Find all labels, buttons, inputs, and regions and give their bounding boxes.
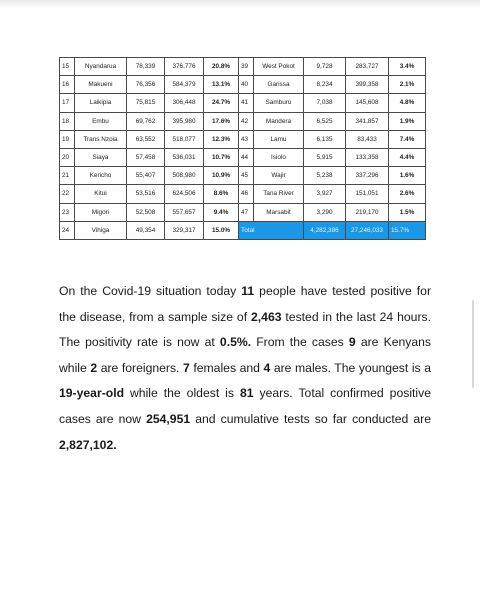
row-number: 18: [60, 112, 75, 130]
vaccinated-count: 52,508: [127, 203, 165, 221]
table-row: [60, 112, 426, 130]
vaccination-table-container: [59, 57, 426, 240]
target-population: 584,379: [165, 76, 204, 94]
row-number: 15: [60, 58, 75, 76]
kenyans-count: 9: [348, 335, 356, 350]
row-number: 43: [239, 130, 254, 148]
vaccinated-count: 57,458: [127, 148, 165, 166]
table-row: [60, 148, 426, 166]
females-count: 7: [183, 360, 190, 375]
table-row: [60, 185, 426, 203]
target-population: 151,051: [346, 185, 389, 203]
target-population: 624,506: [165, 185, 204, 203]
vaccinated-count: 49,354: [127, 221, 165, 239]
row-number: 16: [60, 76, 75, 94]
coverage-percent: 15.0%: [204, 221, 239, 239]
youngest-age: 19-year-old: [59, 386, 125, 401]
row-number: 24: [60, 221, 75, 239]
row-number: 45: [239, 167, 254, 185]
vaccinated-count: 55,407: [127, 167, 165, 185]
county-name: Wajir: [254, 167, 304, 185]
county-name: Marsabit: [254, 203, 304, 221]
row-number: 47: [239, 203, 254, 221]
vaccinated-count: 3,290: [304, 203, 346, 221]
table-body: [60, 58, 426, 240]
paragraph-text: are males. The youngest is a: [270, 360, 431, 375]
coverage-percent: 12.3%: [204, 130, 239, 148]
county-name: Mandera: [254, 112, 304, 130]
paragraph-text: females and: [189, 360, 264, 375]
county-name: Isiolo: [254, 148, 304, 166]
table-row: [60, 203, 426, 221]
county-name: Migori: [75, 203, 127, 221]
target-population: 508,980: [165, 167, 204, 185]
county-vaccination-table: [59, 57, 426, 240]
coverage-percent: 17.6%: [204, 112, 239, 130]
page-top-shadow: [0, 0, 480, 8]
coverage-percent: 2.1%: [389, 76, 426, 94]
target-population: 536,031: [165, 148, 204, 166]
coverage-percent: 24.7%: [204, 94, 239, 112]
coverage-percent: 3.4%: [389, 58, 426, 76]
target-population: 337,296: [346, 167, 389, 185]
vaccinated-count: 8,234: [304, 76, 346, 94]
row-number: 41: [239, 94, 254, 112]
target-population: 376,776: [165, 58, 204, 76]
row-number: 42: [239, 112, 254, 130]
covid-update-paragraph: [59, 279, 431, 458]
row-number: 17: [60, 94, 75, 112]
county-name: Embu: [75, 112, 127, 130]
table-row: [60, 58, 426, 76]
coverage-percent: 4.4%: [389, 148, 426, 166]
target-population: 395,980: [165, 112, 204, 130]
target-population: 133,358: [346, 148, 389, 166]
county-name: Siaya: [75, 148, 127, 166]
row-number: 23: [60, 203, 75, 221]
county-name: Garissa: [254, 76, 304, 94]
coverage-percent: 2.6%: [389, 185, 426, 203]
county-name: West Pokot: [254, 58, 304, 76]
total-label: Total: [239, 221, 304, 239]
coverage-percent: 1.9%: [389, 112, 426, 130]
target-population: 306,448: [165, 94, 204, 112]
positivity-rate: 0.5%.: [219, 335, 252, 350]
paragraph-text: On the Covid-19 situation today: [59, 284, 242, 298]
paragraph-text: are foreigners.: [97, 360, 184, 375]
row-number: 19: [60, 130, 75, 148]
paragraph-text: while the oldest is: [124, 386, 240, 401]
vaccinated-count: 63,552: [127, 130, 165, 148]
table-row: [60, 76, 426, 94]
paragraph-text: From the cases: [251, 335, 349, 350]
vaccinated-count: 6,135: [304, 130, 346, 148]
target-population: 83,433: [346, 130, 389, 148]
county-name: Tana River: [254, 185, 304, 203]
total-population: 27,246,033: [346, 221, 389, 239]
paragraph-text: years. Total confirmed positive cases are now: [59, 386, 431, 426]
target-population: 145,608: [346, 94, 389, 112]
vaccinated-count: 9,728: [304, 58, 346, 76]
paragraph-text: are Kenyans while: [59, 335, 432, 375]
row-number: 39: [239, 58, 254, 76]
vaccinated-count: 6,525: [304, 112, 346, 130]
sample-size: 2,463: [251, 309, 282, 324]
row-number: 40: [239, 76, 254, 94]
vaccinated-count: 7,038: [304, 94, 346, 112]
paragraph-text: people have tested positive for the disease, from a sample size of: [59, 284, 431, 324]
vaccinated-count: 69,762: [127, 112, 165, 130]
table-row: [60, 94, 426, 112]
coverage-percent: 1.6%: [389, 167, 426, 185]
target-population: 219,170: [346, 203, 389, 221]
vaccinated-count: 78,339: [127, 58, 165, 76]
row-number: 22: [60, 185, 75, 203]
vaccinated-count: 3,927: [304, 185, 346, 203]
vaccinated-count: 76,356: [127, 76, 165, 94]
county-name: Samburu: [254, 94, 304, 112]
total-coverage-percent: 15.7%: [389, 221, 426, 239]
county-name: Kitui: [75, 185, 127, 203]
total-confirmed-cases: 254,951: [146, 411, 191, 426]
target-population: 329,317: [165, 221, 204, 239]
coverage-percent: 4.8%: [389, 94, 426, 112]
paragraph-text: tested in the last 24 hours. The positivity rate is now at: [59, 309, 431, 350]
row-number: 46: [239, 185, 254, 203]
target-population: 341,857: [346, 112, 389, 130]
county-name: Kericho: [75, 167, 127, 185]
target-population: 557,657: [165, 203, 204, 221]
row-number: 21: [60, 167, 75, 185]
target-population: 283,727: [346, 58, 389, 76]
paragraph-text: and cumulative tests so far conducted are: [190, 411, 432, 426]
target-population: 399,358: [346, 76, 389, 94]
coverage-percent: 7.4%: [389, 130, 426, 148]
county-name: Nyandarua: [75, 58, 127, 76]
coverage-percent: 1.5%: [389, 203, 426, 221]
county-name: Trans Nzoia: [75, 130, 127, 148]
cumulative-tests: 2,827,102.: [59, 437, 117, 452]
coverage-percent: 20.8%: [204, 58, 239, 76]
vaccinated-count: 5,238: [304, 167, 346, 185]
county-name: Vihiga: [75, 221, 127, 239]
coverage-percent: 13.1%: [204, 76, 239, 94]
county-name: Makueni: [75, 76, 127, 94]
oldest-age: 81: [239, 386, 254, 401]
table-row: [60, 167, 426, 185]
vaccinated-count: 5,915: [304, 148, 346, 166]
scrollbar[interactable]: [472, 300, 474, 388]
vaccinated-count: 53,516: [127, 185, 165, 203]
county-name: Lamu: [254, 130, 304, 148]
target-population: 518,077: [165, 130, 204, 148]
row-number: 44: [239, 148, 254, 166]
coverage-percent: 10.9%: [204, 167, 239, 185]
coverage-percent: 10.7%: [204, 148, 239, 166]
table-row-last: [60, 221, 426, 239]
table-row: [60, 130, 426, 148]
vaccinated-count: 75,815: [127, 94, 165, 112]
total-vaccinated: 4,282,386: [304, 221, 346, 239]
males-count: 4: [263, 360, 271, 375]
row-number: 20: [60, 148, 75, 166]
positive-cases-count: 11: [241, 284, 255, 298]
foreigners-count: 2: [90, 360, 98, 375]
coverage-percent: 8.6%: [204, 185, 239, 203]
coverage-percent: 9.4%: [204, 203, 239, 221]
county-name: Laikipia: [75, 94, 127, 112]
